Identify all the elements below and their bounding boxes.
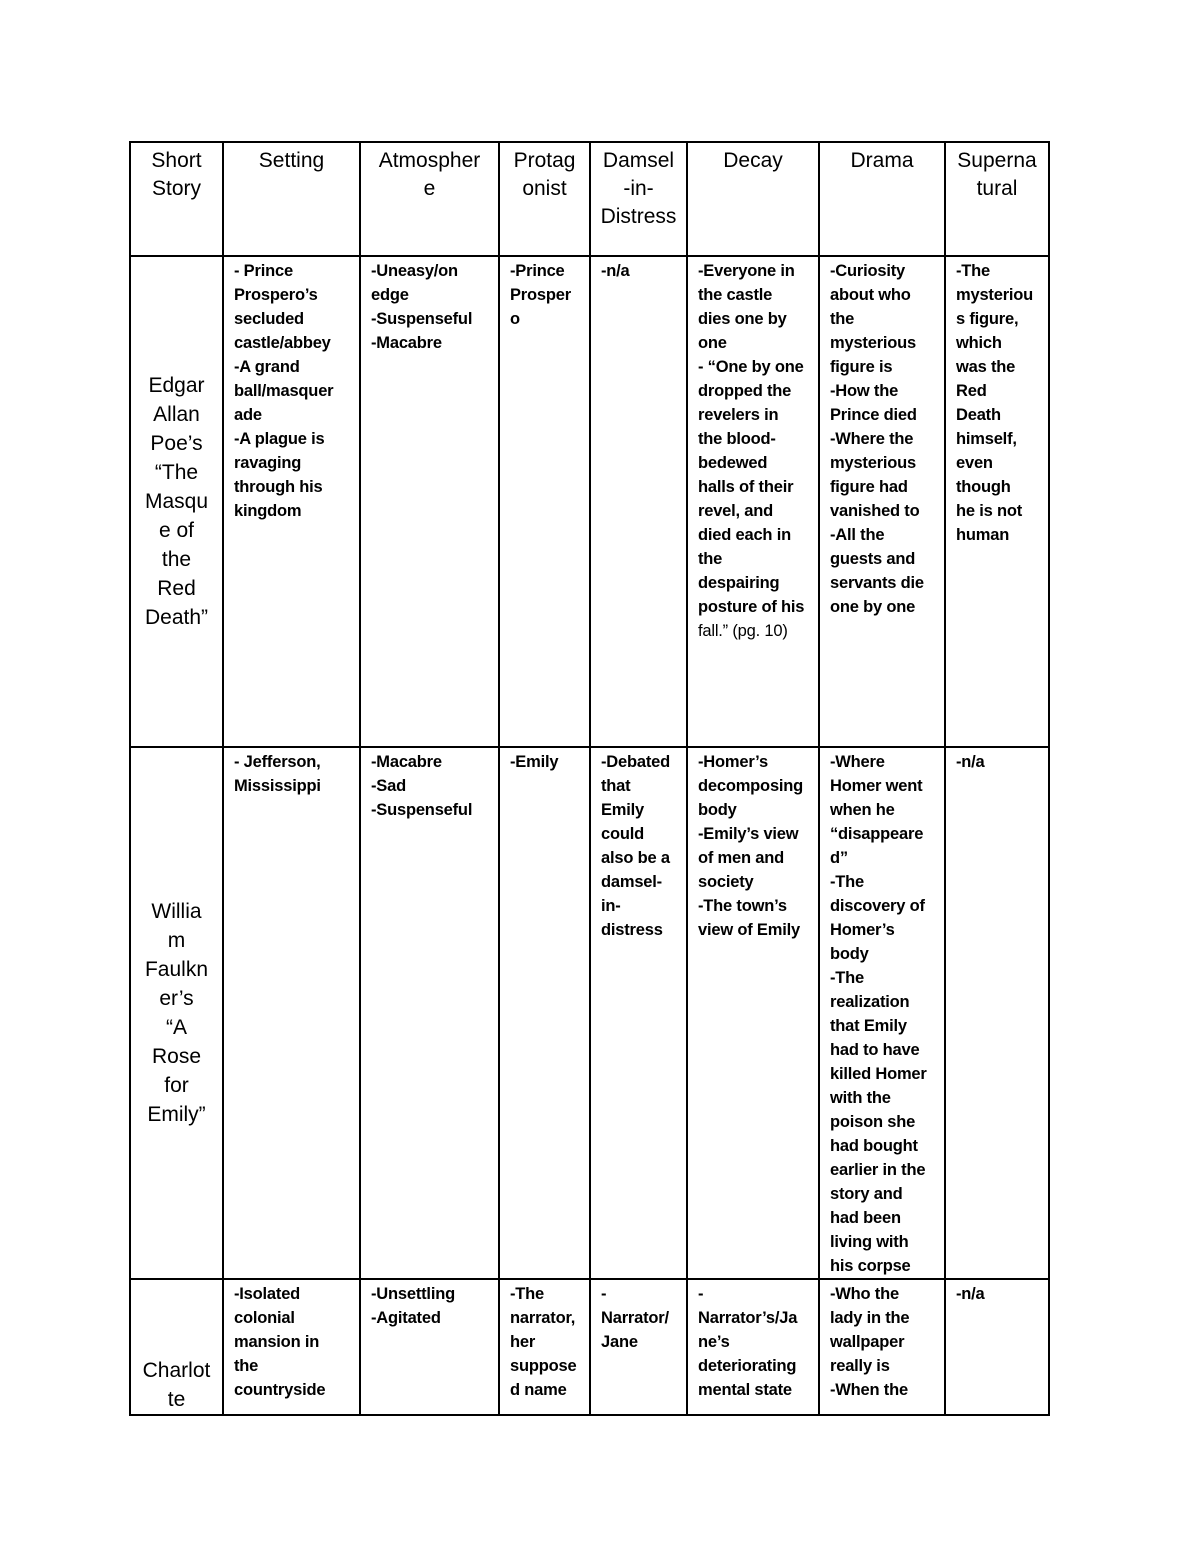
cell-text-line: -Debated xyxy=(601,753,670,771)
cell-text-line: -Emily’s view xyxy=(698,825,799,843)
header-text: Superna xyxy=(957,149,1037,172)
cell-text-line: edge xyxy=(371,286,409,304)
cell-text-line: -Agitated xyxy=(371,1309,441,1327)
story-title-line: er’s xyxy=(159,987,194,1010)
cell-text-line: s figure, xyxy=(956,310,1019,328)
cell-text-line: mysterious xyxy=(830,334,917,352)
cell-text-line: -Where the xyxy=(830,430,914,448)
cell-text-line: could xyxy=(601,825,644,843)
story-title-line: m xyxy=(167,929,186,952)
header-protagonist xyxy=(499,142,590,256)
cell-text-line: -When the xyxy=(830,1381,908,1399)
table-row xyxy=(130,256,1049,747)
cell-text-line: -The town’s xyxy=(698,897,787,915)
cell-text-line: body xyxy=(830,945,869,963)
cell-text-line: had to have xyxy=(830,1041,920,1059)
story-title-line: Rose xyxy=(151,1045,202,1068)
cell-text-line: - xyxy=(698,1285,704,1303)
cell-text-line: that xyxy=(601,777,631,795)
cell-text-line: - “One by one xyxy=(698,358,804,376)
cell-text-line: -Unsettling xyxy=(371,1285,455,1303)
header-setting xyxy=(223,142,360,256)
cell-text-line: halls of their xyxy=(698,478,794,496)
cell-text-line: - Jefferson, xyxy=(234,753,321,771)
header-text: Decay xyxy=(723,149,783,172)
cell-text-line: about who xyxy=(830,286,911,304)
story-title-line: Poe’s xyxy=(150,432,203,455)
cell-text-line: Mississippi xyxy=(234,777,321,795)
cell-text-line: -Prince xyxy=(510,262,565,280)
header-text: Atmospher xyxy=(378,149,481,172)
story-title-line: the xyxy=(161,548,192,571)
cell-text-line: d name xyxy=(510,1381,567,1399)
drama-cell xyxy=(819,256,945,747)
cell-text-line: figure had xyxy=(830,478,908,496)
atmosphere-cell xyxy=(360,747,499,1279)
setting-cell xyxy=(223,256,360,747)
cell-text-line: -Suspenseful xyxy=(371,310,473,328)
cell-text-line: -Emily xyxy=(510,753,559,771)
cell-text-line: one by one xyxy=(830,598,916,616)
cell-text-line: vanished to xyxy=(830,502,920,520)
drama-cell xyxy=(819,1279,945,1415)
cell-text-line: d” xyxy=(830,849,848,867)
header-text: Damsel xyxy=(602,149,675,172)
cell-text-line: -The xyxy=(510,1285,545,1303)
story-title-line: Charlot xyxy=(142,1359,211,1382)
story-title-line: te xyxy=(167,1388,186,1411)
cell-text-line: the castle xyxy=(698,286,773,304)
cell-text-line: discovery of xyxy=(830,897,925,915)
cell-text-line: -Everyone in xyxy=(698,262,795,280)
cell-text-line: Red xyxy=(956,382,987,400)
story-title-line: Faulkn xyxy=(144,958,209,981)
header-atmosphere xyxy=(360,142,499,256)
cell-text-line: -Homer’s xyxy=(698,753,768,771)
cell-text-line: mysteriou xyxy=(956,286,1034,304)
protagonist-cell xyxy=(499,256,590,747)
cell-text-line: narrator, xyxy=(510,1309,576,1327)
cell-text-line: when he xyxy=(830,801,895,819)
decay-cell xyxy=(687,256,819,747)
story-title-cell xyxy=(130,1279,223,1415)
header-drama xyxy=(819,142,945,256)
cell-text-line: -n/a xyxy=(956,1285,985,1303)
cell-text-line: of men and xyxy=(698,849,785,867)
cell-text-line: -Uneasy/on xyxy=(371,262,458,280)
cell-text-line: had bought xyxy=(830,1137,918,1155)
cell-text-line: realization xyxy=(830,993,910,1011)
supernatural-cell xyxy=(945,256,1049,747)
cell-text-line: distress xyxy=(601,921,663,939)
story-title-line: Willia xyxy=(151,900,202,923)
cell-text-line: dies one by xyxy=(698,310,787,328)
cell-text-line: Emily xyxy=(601,801,645,819)
cell-text-line: -Where xyxy=(830,753,885,771)
table-row xyxy=(130,1279,1049,1415)
atmosphere-cell xyxy=(360,256,499,747)
cell-text-line: -A plague is xyxy=(234,430,325,448)
story-title-line: Death” xyxy=(144,606,209,629)
protagonist-cell xyxy=(499,747,590,1279)
cell-text-line: -The xyxy=(830,969,865,987)
cell-text-line: Homer went xyxy=(830,777,923,795)
cell-text-line: Homer’s xyxy=(830,921,895,939)
story-title-line: “A xyxy=(166,1016,187,1039)
cell-text-line: figure is xyxy=(830,358,893,376)
story-title-line: e of xyxy=(158,519,195,542)
header-supernatural xyxy=(945,142,1049,256)
cell-text-line: -Suspenseful xyxy=(371,801,473,819)
cell-text-line: bedewed xyxy=(698,454,768,472)
cell-text-line: the xyxy=(698,550,723,568)
cell-text-line: -The xyxy=(956,262,991,280)
cell-text-line: - xyxy=(601,1285,607,1303)
header-text: Setting xyxy=(258,149,325,172)
cell-text-line: despairing xyxy=(698,574,780,592)
cell-text-line: “disappeare xyxy=(830,825,924,843)
cell-text-line: -Isolated xyxy=(234,1285,301,1303)
cell-text-line: his corpse xyxy=(830,1257,911,1275)
cell-text-line: lady in the xyxy=(830,1309,910,1327)
cell-text-line: also be a xyxy=(601,849,670,867)
cell-text-line: o xyxy=(510,310,520,328)
story-title-line: Edgar xyxy=(148,374,205,397)
story-title-line: Allan xyxy=(153,403,200,426)
cell-text-line: -How the xyxy=(830,382,899,400)
cell-text-line: ne’s xyxy=(698,1333,730,1351)
cell-text-line: wallpaper xyxy=(830,1333,905,1351)
cell-text-line: mansion in xyxy=(234,1333,320,1351)
cell-text-line: kingdom xyxy=(234,502,302,520)
cell-text-line: even xyxy=(956,454,993,472)
header-decay xyxy=(687,142,819,256)
cell-text-line: Death xyxy=(956,406,1001,424)
cell-text-line: the xyxy=(234,1357,259,1375)
story-title-line: Red xyxy=(157,577,196,600)
cell-text-line: -n/a xyxy=(601,262,630,280)
cell-text-line: -Who the xyxy=(830,1285,899,1303)
cell-text-line: suppose xyxy=(510,1357,577,1375)
cell-text-line: one xyxy=(698,334,727,352)
cell-text-line: though xyxy=(956,478,1011,496)
cell-text-line: -The xyxy=(830,873,865,891)
cell-text-line: colonial xyxy=(234,1309,295,1327)
cell-text-line: servants die xyxy=(830,574,924,592)
cell-text-line: damsel- xyxy=(601,873,662,891)
cell-text-line: Narrator’s/Ja xyxy=(698,1309,798,1327)
header-text: Story xyxy=(151,177,201,200)
cell-text-line: society xyxy=(698,873,754,891)
cell-text-line: Prince died xyxy=(830,406,917,424)
cell-text-line: he is not xyxy=(956,502,1023,520)
setting-cell xyxy=(223,1279,360,1415)
cell-text-line: decomposing xyxy=(698,777,804,795)
supernatural-cell xyxy=(945,747,1049,1279)
table-row xyxy=(130,747,1049,1279)
cell-text-line: human xyxy=(956,526,1010,544)
cell-text-line: which xyxy=(956,334,1002,352)
header-text: Short xyxy=(151,149,202,172)
damsel-cell xyxy=(590,256,687,747)
cell-text-line: -Macabre xyxy=(371,753,442,771)
story-title-line: “The xyxy=(154,461,199,484)
header-text: tural xyxy=(976,177,1018,200)
cell-text-line: guests and xyxy=(830,550,916,568)
story-title-line: Emily” xyxy=(147,1103,206,1126)
drama-cell xyxy=(819,747,945,1279)
header-text: -in- xyxy=(623,177,654,200)
header-text: Drama xyxy=(850,149,914,172)
cell-text-line: revel, and xyxy=(698,502,774,520)
cell-text-line: -n/a xyxy=(956,753,985,771)
cell-text-line: through his xyxy=(234,478,323,496)
cell-text-line: really is xyxy=(830,1357,890,1375)
header-damsel-in-distress xyxy=(590,142,687,256)
cell-text-line: that Emily xyxy=(830,1017,907,1035)
cell-text-line: dropped the xyxy=(698,382,792,400)
cell-text-line: earlier in the xyxy=(830,1161,926,1179)
cell-text-line: secluded xyxy=(234,310,304,328)
decay-cell xyxy=(687,747,819,1279)
story-title-cell xyxy=(130,256,223,747)
cell-text-line: castle/abbey xyxy=(234,334,331,352)
supernatural-cell xyxy=(945,1279,1049,1415)
setting-cell xyxy=(223,747,360,1279)
cell-text-line: -A grand xyxy=(234,358,300,376)
cell-text-line: view of Emily xyxy=(698,921,800,939)
atmosphere-cell xyxy=(360,1279,499,1415)
protagonist-cell xyxy=(499,1279,590,1415)
header-text: onist xyxy=(522,177,567,200)
cell-text-line: poison she xyxy=(830,1113,916,1131)
cell-text-line: Prospero’s xyxy=(234,286,318,304)
cell-text-line: -Curiosity xyxy=(830,262,906,280)
cell-text-line: fall.” (pg. 10) xyxy=(698,622,788,640)
cell-text-line: died each in xyxy=(698,526,791,544)
cell-text-line: - Prince xyxy=(234,262,293,280)
cell-text-line: the blood- xyxy=(698,430,776,448)
cell-text-line: story and xyxy=(830,1185,903,1203)
cell-text-line: in- xyxy=(601,897,621,915)
cell-text-line: -Sad xyxy=(371,777,406,795)
cell-text-line: with the xyxy=(830,1089,891,1107)
header-row xyxy=(130,142,1049,256)
cell-text-line: himself, xyxy=(956,430,1017,448)
header-text: e xyxy=(423,177,436,200)
damsel-cell xyxy=(590,1279,687,1415)
cell-text-line: was the xyxy=(956,358,1016,376)
cell-text-line: ade xyxy=(234,406,262,424)
cell-text-line: countryside xyxy=(234,1381,326,1399)
damsel-cell xyxy=(590,747,687,1279)
header-text: Protag xyxy=(513,149,576,172)
cell-text-line: her xyxy=(510,1333,536,1351)
cell-text-line: ravaging xyxy=(234,454,302,472)
gothic-elements-table xyxy=(129,141,1050,1416)
decay-cell xyxy=(687,1279,819,1415)
cell-text-line: body xyxy=(698,801,737,819)
cell-text-line: deteriorating xyxy=(698,1357,797,1375)
header-text: Distress xyxy=(600,205,677,228)
cell-text-line: ball/masquer xyxy=(234,382,334,400)
cell-text-line: Narrator/ xyxy=(601,1309,669,1327)
story-title-cell xyxy=(130,747,223,1279)
cell-text-line: revelers in xyxy=(698,406,779,424)
cell-text-line: Jane xyxy=(601,1333,638,1351)
story-title-line: Masqu xyxy=(144,490,209,513)
header-short-story xyxy=(130,142,223,256)
cell-text-line: living with xyxy=(830,1233,909,1251)
cell-text-line: the xyxy=(830,310,855,328)
story-title-line: for xyxy=(164,1074,189,1097)
cell-text-line: -All the xyxy=(830,526,885,544)
cell-text-line: posture of his xyxy=(698,598,805,616)
cell-text-line: mental state xyxy=(698,1381,792,1399)
cell-text-line: killed Homer xyxy=(830,1065,927,1083)
cell-text-line: Prosper xyxy=(510,286,571,304)
cell-text-line: mysterious xyxy=(830,454,917,472)
cell-text-line: -Macabre xyxy=(371,334,442,352)
cell-text-line: had been xyxy=(830,1209,901,1227)
